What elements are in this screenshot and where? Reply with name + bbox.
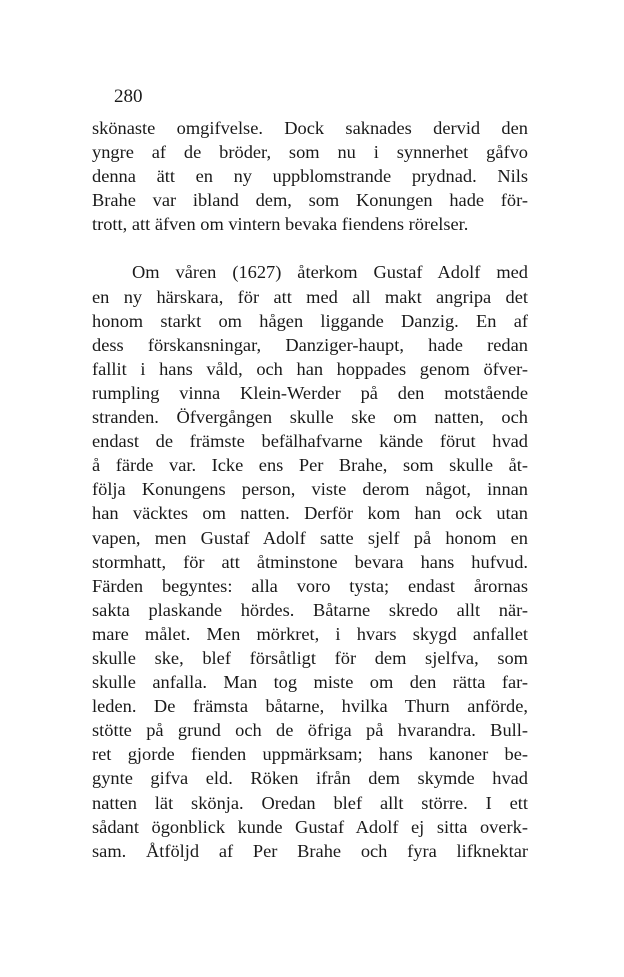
text-line: yngre af de bröder, som nu i synnerhet gåfvo bbox=[92, 142, 528, 163]
text-line: rumpling vinna Klein-Werder på den motstående bbox=[92, 382, 528, 403]
text-line: stötte på grund och de öfriga på hvarandra. Bull- bbox=[92, 720, 528, 741]
paragraph-1 bbox=[92, 116, 528, 236]
text-line: endast de främste befälhafvarne kände förut hvad bbox=[92, 431, 528, 452]
text-line: sakta plaskande hördes. Båtarne skredo allt när- bbox=[92, 599, 528, 620]
text-line: dess förskansningar, Danziger-haupt, hade redan bbox=[92, 334, 528, 355]
text-line: skulle ske, blef försåtligt för dem sjelfva, som bbox=[92, 647, 528, 668]
text-line: honom starkt om hågen liggande Danzig. En af bbox=[92, 310, 528, 331]
text-line: Om våren (1627) återkom Gustaf Adolf med bbox=[132, 262, 528, 283]
paragraph-gap bbox=[92, 236, 528, 260]
text-line: leden. De främsta båtarne, hvilka Thurn anförde, bbox=[92, 696, 528, 717]
text-line: sam. Åtföljd af Per Brahe och fyra lifknektar bbox=[92, 840, 528, 861]
text-line: skönaste omgifvelse. Dock saknades dervid den bbox=[92, 118, 528, 138]
text-line: han väcktes om natten. Derför kom han ock utan bbox=[92, 503, 528, 524]
text-line: ret gjorde fienden uppmärksam; hans kanoner be- bbox=[92, 744, 528, 765]
paragraph-2 bbox=[92, 260, 528, 862]
text-line: trott, att äfven om vintern bevaka fiendens rörelser. bbox=[92, 214, 469, 235]
text-line: sådant ögonblick kunde Gustaf Adolf ej sitta overk- bbox=[92, 816, 528, 837]
text-line: denna ätt en ny uppblomstrande prydnad. Nils bbox=[92, 166, 528, 187]
text-line: fallit i hans våld, och han hoppades genom öfver- bbox=[92, 358, 528, 379]
page-number: 280 bbox=[114, 86, 143, 107]
text-line: vapen, men Gustaf Adolf satte sjelf på honom en bbox=[92, 527, 528, 548]
text-line: Brahe var ibland dem, som Konungen hade för- bbox=[92, 190, 528, 211]
text-line: natten lät skönja. Oredan blef allt större. I ett bbox=[92, 792, 528, 813]
text-line: följa Konungens person, viste derom något, innan bbox=[92, 479, 528, 500]
text-line: Färden begyntes: alla voro tysta; endast årornas bbox=[92, 575, 528, 596]
text-line: å färde var. Icke ens Per Brahe, som skulle åt- bbox=[92, 455, 528, 476]
text-line: stranden. Öfvergången skulle ske om natten, och bbox=[92, 407, 528, 428]
text-line: skulle anfalla. Man tog miste om den rätta far- bbox=[92, 672, 528, 693]
text-line: gynte gifva eld. Röken ifrån dem skymde hvad bbox=[92, 768, 528, 789]
text-line: stormhatt, för att åtminstone bevara hans hufvud. bbox=[92, 551, 528, 572]
book-page bbox=[92, 84, 528, 863]
text-line: mare målet. Men mörkret, i hvars skygd anfallet bbox=[92, 623, 528, 644]
text-line: en ny härskara, för att med all makt angripa det bbox=[92, 286, 528, 307]
